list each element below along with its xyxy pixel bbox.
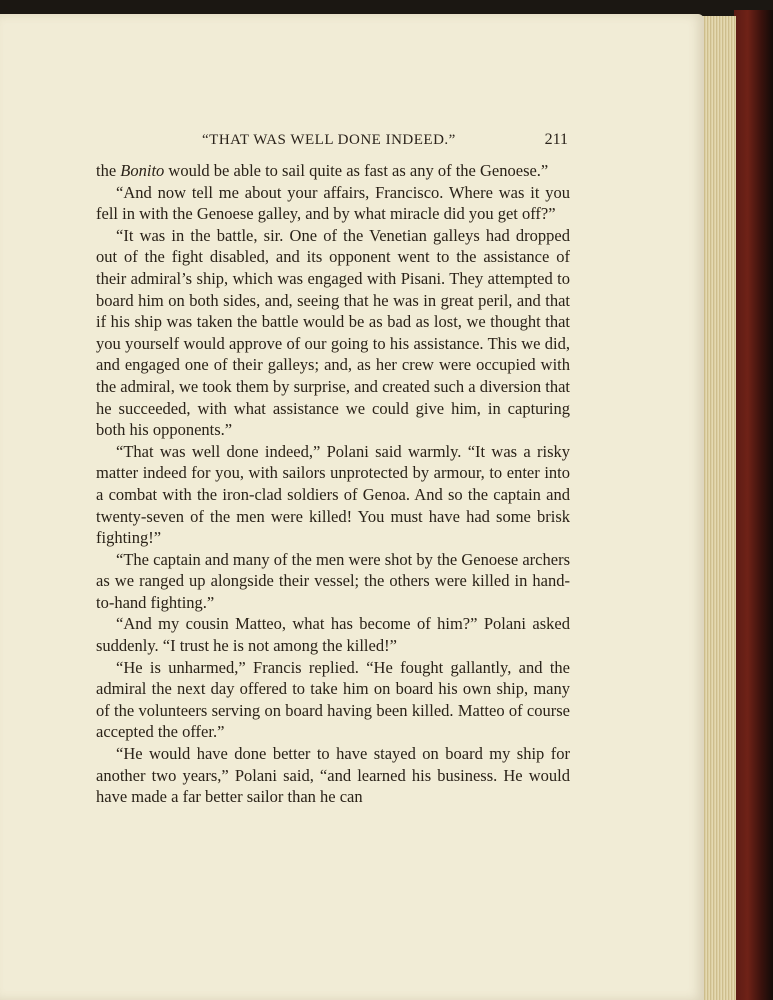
paragraph-text: would be able to sail quite as fast as any of the Genoese.”: [164, 161, 549, 180]
running-head: “THAT WAS WELL DONE INDEED.”: [202, 132, 456, 148]
paragraph: “And my cousin Matteo, what has become of him?” Polani asked suddenly. “I trust he is not among the killed!”: [96, 614, 570, 656]
paragraph: “And now tell me about your affairs, Francisco. Where was it you fell in with the Genoese galley, and by what miracle did you get off?”: [96, 182, 570, 224]
paragraph: “He is unharmed,” Francis replied. “He fought gallantly, and the admiral the next day offered to take him on board his own ship, many of the volunteers serving on board having been killed. Matteo of course accepted the offer.”: [96, 657, 570, 742]
paragraph-text: the: [96, 161, 121, 180]
paragraph: “That was well done indeed,” Polani said warmly. “It was a risky matter indeed for you, with sailors unprotected by armour, to enter into a combat with the iron-clad soldiers of Genoa. And so the captain and twenty-seven of the men were killed! You must have had some brisk fighting!”: [96, 441, 570, 548]
paragraph: [96, 160, 570, 182]
page-number: 211: [544, 131, 568, 148]
book-cover-edge: [734, 10, 773, 1000]
paragraph: “He would have done better to have stayed on board my ship for another two years,” Polani said, “and learned his business. He would have made a far better sailor than he can: [96, 744, 570, 807]
page-edges: [700, 16, 736, 1000]
page-header: [96, 131, 570, 151]
paragraph: “It was in the battle, sir. One of the Venetian galleys had dropped out of the fight disabled, and its opponent went to the assistance of their admiral’s ship, which was engaged with Pisani. They attempted to board him on both sides, and, seeing that he was in great peril, and that if his ship was taken the battle would be as bad as lost, we thought that you yourself would approve of our going to his assistance. This we did, and engaged one of their galleys; and, as her crew were occupied with the admiral, we took them by surprise, and created such a diversion that he succeeded, with what assistance we could give him, in capturing both his opponents.”: [96, 225, 570, 440]
ship-name: Bonito: [120, 161, 165, 180]
body-text: [96, 160, 570, 808]
paragraph: “The captain and many of the men were shot by the Genoese archers as we ranged up alongside their vessel; the others were killed in hand-to-hand fighting.”: [96, 549, 570, 612]
